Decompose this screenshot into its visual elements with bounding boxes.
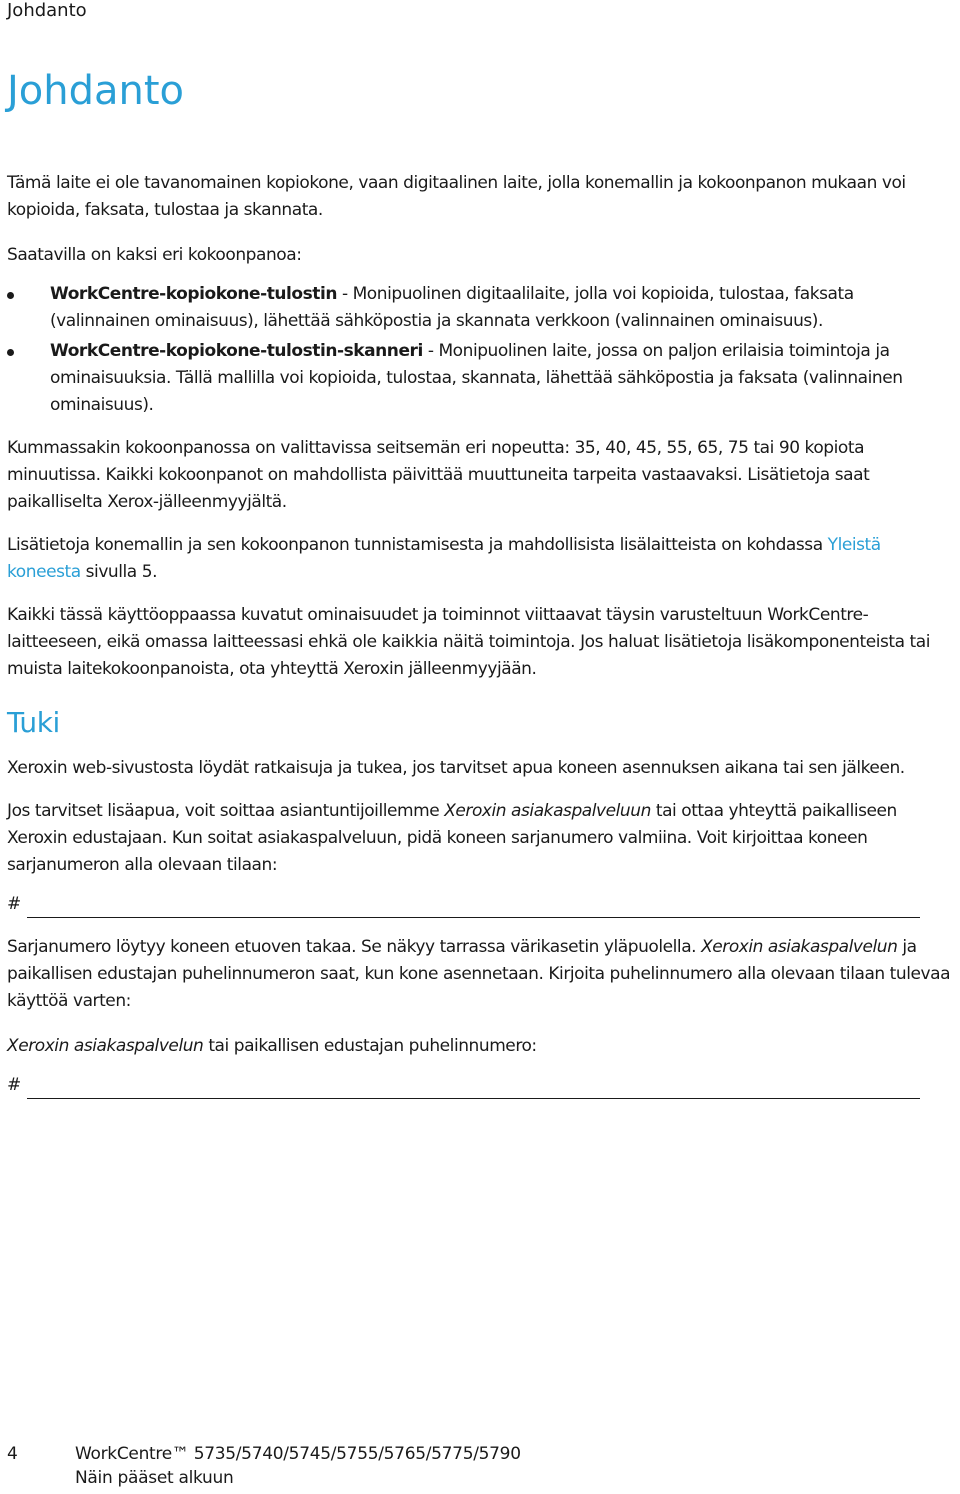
general-info-link[interactable]: Yleistä koneesta	[7, 535, 881, 582]
page-number: 4	[7, 1444, 18, 1464]
bullet-dot	[7, 292, 14, 299]
hash-symbol: #	[7, 894, 21, 914]
phone-number-blank[interactable]	[27, 1080, 920, 1099]
config-name: WorkCentre-kopiokone-tulostin	[50, 284, 337, 304]
customer-service-term: Xeroxin asiakaspalveluun	[444, 801, 651, 821]
support-web-paragraph: Xeroxin web-sivustosta löydät ratkaisuja ja tukea, jos tarvitset apua koneen asennuksen aikana tai sen jälkeen.	[7, 758, 905, 778]
config-list	[7, 281, 957, 419]
footer-product: WorkCentre™ 5735/5740/5745/5755/5765/5775/5790	[75, 1444, 521, 1464]
footer-guide: Näin pääset alkuun	[75, 1468, 234, 1488]
info-text-end: sivulla 5.	[80, 562, 158, 582]
phone-label	[7, 1033, 957, 1060]
support-help-paragraph	[7, 798, 957, 879]
serial-location-paragraph	[7, 934, 957, 1015]
config-description: - Monipuolinen laite, jossa on paljon erilaisia toimintoja ja ominaisuuksia. Tällä mallilla voi kopioida, tulostaa, skannata, lähettää sähköpostia ja faksata (valinnainen ominaisuus).	[50, 341, 903, 415]
running-header: Johdanto	[7, 0, 87, 21]
serial-text: Sarjanumero löytyy koneen etuoven takaa. Se näkyy tarrassa värikasetin yläpuolella.	[7, 937, 702, 957]
page-title: Johdanto	[7, 68, 185, 114]
hash-symbol: #	[7, 1075, 21, 1095]
config-description: - Monipuolinen digitaalilaite, jolla voi kopioida, tulostaa, faksata (valinnainen ominaisuus), lähettää sähköpostia ja skannata verkkoon (valinnainen ominaisuus).	[50, 284, 854, 331]
bullet-dot	[7, 349, 14, 356]
customer-service-term: Xeroxin asiakaspalvelun	[701, 937, 898, 957]
speeds-paragraph: Kummassakin kokoonpanossa on valittavissa seitsemän eri nopeutta: 35, 40, 45, 55, 65, 75 tai 90 kopiota minuutissa. Kaikki kokoonpanot on mahdollista päivittää muuttuneita tarpeita vastaavaksi. Lisätietoja saat paikalliselta Xerox-jälleenmyyjältä.	[7, 438, 870, 512]
config-name: WorkCentre-kopiokone-tulostin-skanneri	[50, 341, 423, 361]
info-text: Lisätietoja konemallin ja sen kokoonpanon tunnistamisesta ja mahdollisista lisälaitteista on kohdassa	[7, 535, 828, 555]
list-item	[7, 338, 957, 419]
serial-text-end: ja paikallisen edustajan puhelinnumeron saat, kun kone asennetaan. Kirjoita puhelinnumero alla olevaan tilaan tulevaa käyttöä varten:	[7, 937, 951, 1011]
configs-intro: Saatavilla on kaksi eri kokoonpanoa:	[7, 245, 302, 265]
phone-label-text: tai paikallisen edustajan puhelinnumero:	[203, 1036, 537, 1056]
serial-number-field[interactable]	[7, 891, 957, 918]
footer-info	[75, 1442, 775, 1490]
document-body	[7, 170, 957, 1099]
customer-service-term: Xeroxin asiakaspalvelun	[7, 1036, 204, 1056]
phone-number-field[interactable]	[7, 1072, 957, 1099]
serial-number-blank[interactable]	[27, 899, 920, 918]
help-text: Jos tarvitset lisäapua, voit soittaa asiantuntijoillemme	[7, 801, 445, 821]
info-paragraph	[7, 532, 957, 586]
section-title-support: Tuki	[7, 706, 60, 739]
intro-paragraph: Tämä laite ei ole tavanomainen kopiokone, vaan digitaalinen laite, jolla konemallin ja kokoonpanon mukaan voi kopioida, faksata, tulostaa ja skannata.	[7, 173, 906, 220]
help-text-end: tai ottaa yhteyttä paikalliseen Xeroxin edustajaan. Kun soitat asiakaspalveluun, pidä koneen sarjanumero valmiina. Voit kirjoittaa koneen sarjanumeron alla olevaan tilaan:	[7, 801, 897, 875]
list-item	[7, 281, 957, 335]
features-paragraph: Kaikki tässä käyttöoppaassa kuvatut ominaisuudet ja toiminnot viittaavat täysin varusteltuun WorkCentre-laitteeseen, eikä omassa laitteessasi ehkä ole kaikkia näitä toimintoja. Jos haluat lisätietoja lisäkomponenteista tai muista laitekokoonpanoista, ota yhteyttä Xeroxin jälleenmyyjään.	[7, 605, 930, 679]
